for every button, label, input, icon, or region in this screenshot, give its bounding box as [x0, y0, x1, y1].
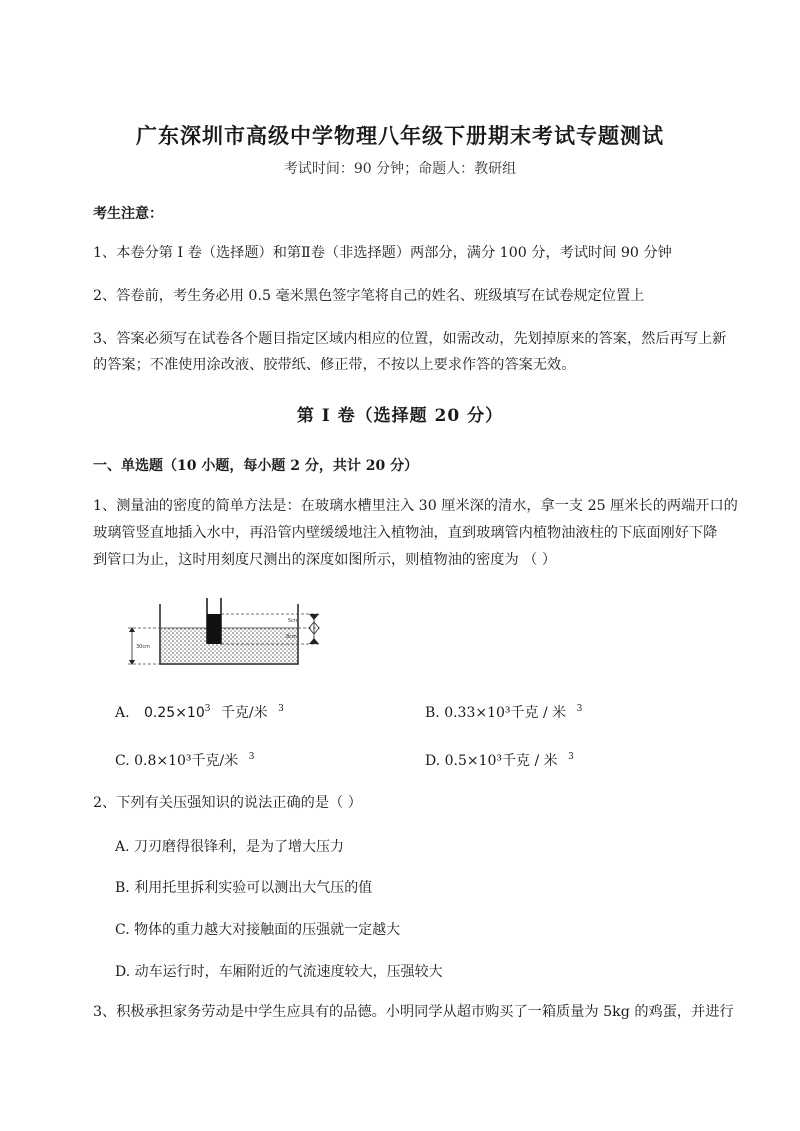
q2-option-a: A. 刀刃磨得很锋利，是为了增大压力 — [115, 839, 345, 855]
q1-line-2: 玻璃管竖直地插入水中，再沿管内壁缓缓地注入植物油，直到玻璃管内植物油液柱的下底面刚好下降 — [93, 525, 718, 541]
q1-option-c-exp: 3 — [248, 752, 255, 762]
tank-figure — [120, 596, 330, 668]
q1-option-c-text: C. 0.8×10³千克/米 — [115, 753, 239, 769]
section-title: 第 I 卷（选择题 20 分） — [296, 406, 504, 426]
q1-option-d-exp: 3 — [568, 752, 574, 762]
label-top-right: 5cm — [288, 618, 299, 624]
q1-option-a-value: 0.25×10 — [144, 705, 205, 721]
q1-option-c — [115, 750, 254, 770]
q1-option-b-exp: 3 — [576, 704, 583, 714]
exam-info: 考试时间：90 分钟；命题人：教研组 — [283, 161, 517, 177]
q1-option-a-exp: 3 — [204, 704, 211, 714]
q1-option-a — [115, 702, 284, 722]
notice-heading: 考生注意： — [93, 206, 163, 222]
q2-option-d: D. 动车运行时，车厢附近的气流速度较大，压强较大 — [115, 964, 443, 980]
q2-option-b: B. 利用托里拆利实验可以测出大气压的值 — [115, 880, 373, 896]
q1-line-3: 到管口为止，这时用刻度尺测出的深度如图所示，则植物油的密度为 （ ） — [93, 552, 557, 568]
q1-option-b — [425, 702, 582, 722]
q1-option-a-prefix: A. — [115, 705, 130, 721]
label-left: 30cm — [136, 644, 150, 650]
q1-option-a-unit-exp: 3 — [278, 704, 284, 714]
notice-item-1: 1、本卷分第 I 卷（选择题）和第Ⅱ卷（非选择题）两部分，满分 100 分，考试时间 90 分钟 — [93, 245, 672, 261]
q1-line-1: 1、测量油的密度的简单方法是：在玻璃水槽里注入 30 厘米深的清水，拿一支 25 厘米长的两端开口的 — [93, 498, 738, 514]
q1-option-d-text: D. 0.5×10³千克 / 米 — [425, 753, 558, 769]
q3-stem: 3、积极承担家务劳动是中学生应具有的品德。小明同学从超市购买了一箱质量为 5kg 的鸡蛋，并进行 — [93, 1004, 734, 1020]
q1-option-a-unit: 千克/米 — [220, 705, 268, 721]
q1-option-d — [425, 750, 574, 770]
q2-stem: 2、下列有关压强知识的说法正确的是（ ） — [93, 795, 362, 811]
notice-item-3: 3、答案必须写在试卷各个题目指定区域内相应的位置，如需改动，先划掉原来的答案，然后再写上新 — [93, 331, 727, 347]
notice-item-3-cont: 的答案；不准使用涂改液、胶带纸、修正带，不按以上要求作答的答案无效。 — [93, 357, 576, 373]
tank-diagram — [120, 596, 330, 668]
page-title: 广东深圳市高级中学物理八年级下册期末考试专题测试 — [136, 123, 664, 148]
oil-column — [208, 614, 221, 644]
water-region — [161, 628, 297, 663]
part-heading: 一、单选题（10 小题，每小题 2 分，共计 20 分） — [93, 458, 419, 474]
label-right: 8cm — [286, 634, 297, 640]
notice-item-2: 2、答卷前，考生务必用 0.5 毫米黑色签字笔将自己的姓名、班级填写在试卷规定位置上 — [93, 288, 645, 304]
q1-option-b-text: B. 0.33×10³千克 / 米 — [425, 705, 567, 721]
q2-option-c: C. 物体的重力越大对接触面的压强就一定越大 — [115, 922, 401, 938]
